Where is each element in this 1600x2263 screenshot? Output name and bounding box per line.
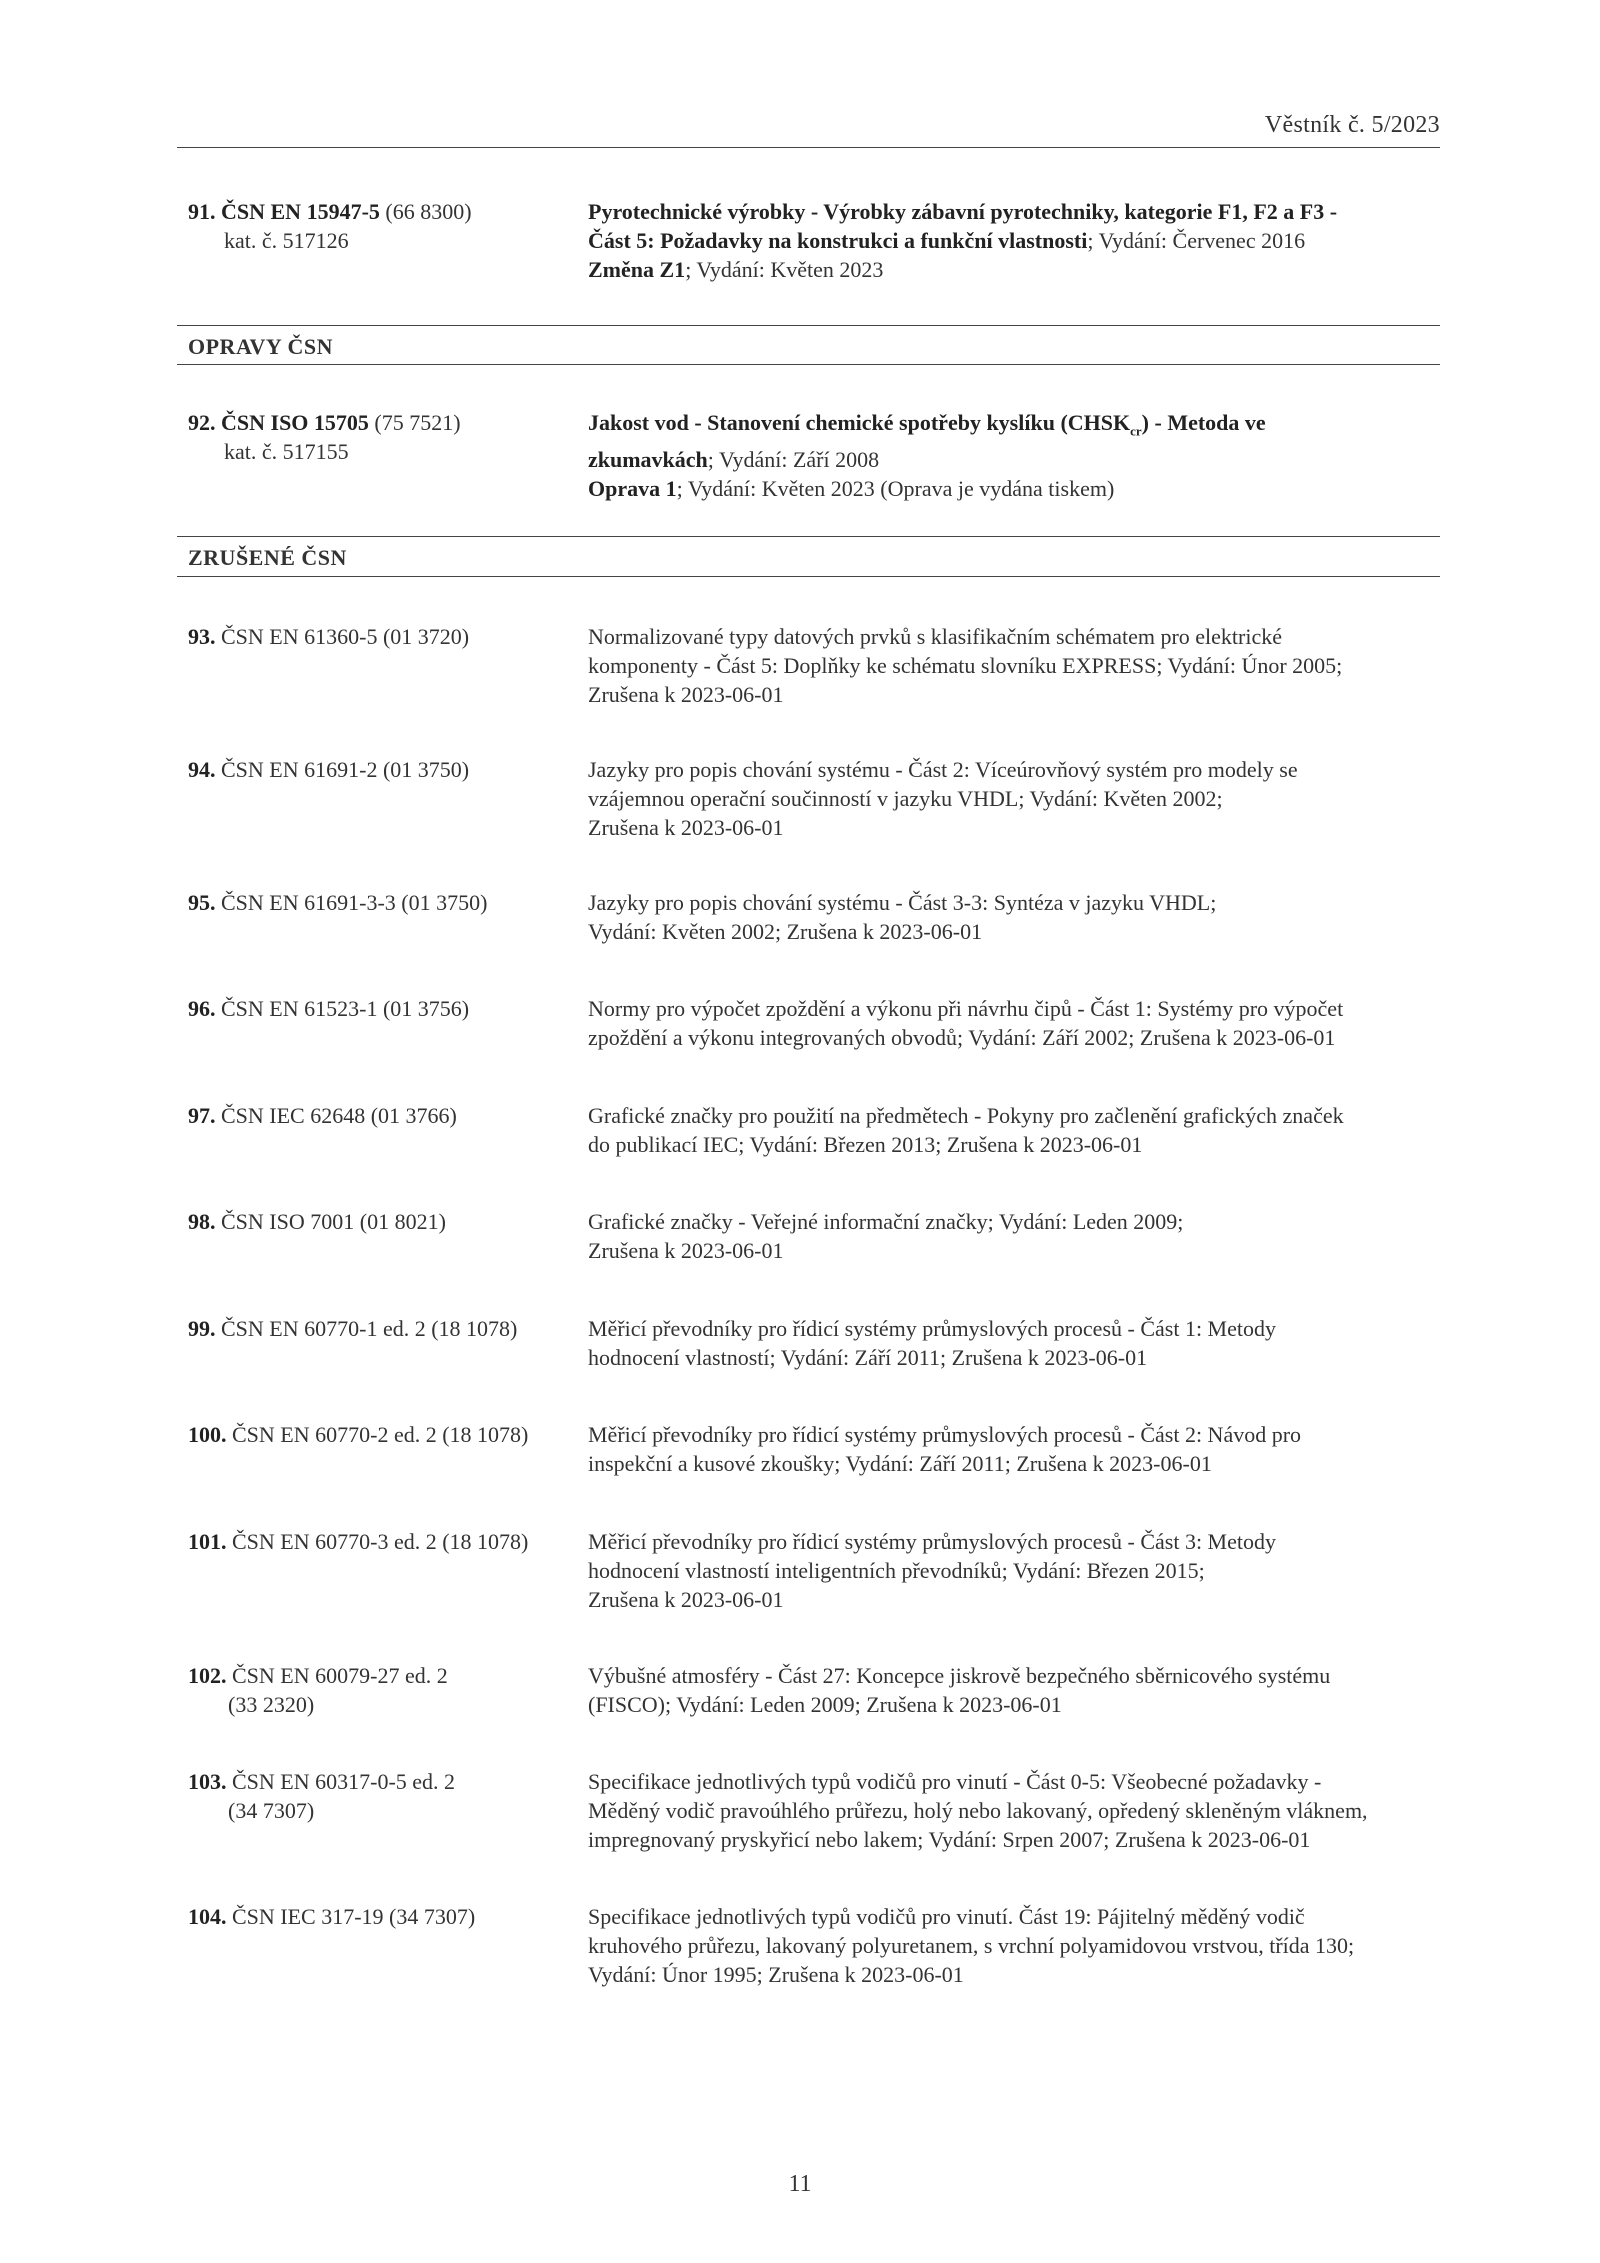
entry-code: ČSN IEC 62648 (01 3766) — [221, 1103, 457, 1128]
entry-description — [588, 197, 1440, 284]
entry-designation — [188, 994, 578, 1023]
entry-description — [588, 1420, 1440, 1478]
entry-title-cont: zkumavkách — [588, 447, 708, 473]
entry-line: hodnocení vlastností; Vydání: Září 2011; Zrušena k 2023-06-01 — [588, 1345, 1148, 1370]
entry-code: ČSN EN 60317-0-5 ed. 2 — [232, 1769, 456, 1794]
entry-line: komponenty - Část 5: Doplňky ke schématu slovníku EXPRESS; Vydání: Únor 2005; — [588, 653, 1343, 678]
entry-line: kruhového průřezu, lakovaný polyuretanem, s vrchní polyamidovou vrstvou, třída 130; — [588, 1933, 1355, 1958]
entry-line: Specifikace jednotlivých typů vodičů pro vinutí. Část 19: Pájitelný měděný vodič — [588, 1904, 1305, 1929]
entry-line: Specifikace jednotlivých typů vodičů pro vinutí - Část 0-5: Všeobecné požadavky - — [588, 1769, 1322, 1794]
entry-designation — [188, 1902, 578, 1931]
entry-description — [588, 755, 1440, 842]
entry-line: do publikací IEC; Vydání: Březen 2013; Zrušena k 2023-06-01 — [588, 1132, 1143, 1157]
entry-number: 99. — [188, 1316, 216, 1341]
entry-correction: Oprava 1 — [588, 476, 677, 502]
entry-line: vzájemnou operační součinností v jazyku VHDL; Vydání: Květen 2002; — [588, 786, 1223, 811]
entry-designation — [188, 1314, 578, 1343]
entry-number: 101. — [188, 1529, 227, 1554]
entry-code: ČSN EN 15947-5 — [221, 199, 380, 224]
entry-line: Zrušena k 2023-06-01 — [588, 815, 784, 840]
entry-designation — [188, 622, 578, 651]
entry-designation — [188, 1767, 578, 1825]
entry-designation — [188, 1420, 578, 1449]
entry-designation — [188, 1661, 578, 1719]
entry-catalog: kat. č. 517155 — [224, 439, 349, 464]
section-title-zrusene: ZRUŠENÉ ČSN — [188, 545, 347, 570]
entry-designation — [188, 755, 578, 784]
entry-line: zpoždění a výkonu integrovaných obvodů; Vydání: Září 2002; Zrušena k 2023-06-01 — [588, 1025, 1336, 1050]
entry-line: impregnovaný pryskyřicí nebo lakem; Vydání: Srpen 2007; Zrušena k 2023-06-01 — [588, 1827, 1311, 1852]
entry-line: Zrušena k 2023-06-01 — [588, 1587, 784, 1612]
entry-title: Pyrotechnické výrobky - Výrobky zábavní pyrotechniky, kategorie F1, F2 a F3 - — [588, 199, 1338, 224]
entry-number: 93. — [188, 624, 216, 649]
entry-title: Jakost vod - Stanovení chemické spotřeby kyslíku (CHSK — [588, 410, 1131, 435]
entry-line: Jazyky pro popis chování systému - Část 3-3: Syntéza v jazyku VHDL; — [588, 890, 1217, 915]
entry-number: 91. — [188, 199, 216, 224]
entry-description — [588, 994, 1440, 1052]
entry-edition: ; Vydání: Září 2008 — [707, 447, 880, 473]
entry-description — [588, 1314, 1440, 1372]
entry-designation — [188, 1527, 578, 1556]
entry-line: inspekční a kusové zkoušky; Vydání: Září 2011; Zrušena k 2023-06-01 — [588, 1451, 1212, 1476]
entry-code: ČSN EN 61691-2 (01 3750) — [221, 757, 470, 782]
entry-designation — [188, 1207, 578, 1236]
entry-edition: ; Vydání: Červenec 2016 — [1087, 228, 1306, 253]
entry-number: 100. — [188, 1422, 227, 1447]
entry-number: 97. — [188, 1103, 216, 1128]
entry-amendment: Změna Z1 — [588, 257, 686, 282]
entry-designation — [188, 197, 578, 255]
entry-code: ČSN ISO 15705 — [221, 410, 369, 435]
section-rule-bottom — [177, 364, 1440, 365]
entry-description — [588, 888, 1440, 946]
section-rule-bottom — [177, 576, 1440, 577]
entry-description — [588, 1527, 1440, 1614]
entry-designation — [188, 1101, 578, 1130]
entry-code: ČSN EN 61691-3-3 (01 3750) — [221, 890, 488, 915]
section-rule-top — [177, 325, 1440, 326]
entry-line: Měřicí převodníky pro řídicí systémy průmyslových procesů - Část 3: Metody — [588, 1529, 1276, 1554]
entry-number: 98. — [188, 1209, 216, 1234]
entry-line: Zrušena k 2023-06-01 — [588, 682, 784, 707]
page-header: Věstník č. 5/2023 — [1264, 112, 1440, 138]
entry-line: (FISCO); Vydání: Leden 2009; Zrušena k 2023-06-01 — [588, 1692, 1062, 1717]
entry-code: ČSN ISO 7001 (01 8021) — [221, 1209, 446, 1234]
entry-correction-date: ; Vydání: Květen 2023 (Oprava je vydána tiskem) — [676, 476, 1115, 502]
entry-code: ČSN EN 60079-27 ed. 2 — [232, 1663, 448, 1688]
entry-class: (33 2320) — [228, 1692, 315, 1717]
entry-title-cont: Část 5: Požadavky na konstrukci a funkční vlastnosti — [588, 228, 1088, 253]
entry-designation — [188, 888, 578, 917]
entry-line: hodnocení vlastností inteligentních převodníků; Vydání: Březen 2015; — [588, 1558, 1205, 1583]
entry-line: Normy pro výpočet zpoždění a výkonu při návrhu čipů - Část 1: Systémy pro výpočet — [588, 996, 1344, 1021]
entry-code: ČSN EN 60770-2 ed. 2 (18 1078) — [232, 1422, 529, 1447]
entry-number: 92. — [188, 410, 216, 435]
page-number: 11 — [788, 2171, 812, 2197]
entry-line: Výbušné atmosféry - Část 27: Koncepce jiskrově bezpečného sběrnicového systému — [588, 1663, 1331, 1688]
entry-description — [588, 1661, 1440, 1719]
entry-code: ČSN EN 61523-1 (01 3756) — [221, 996, 470, 1021]
entry-title-end: ) - Metoda ve — [1141, 410, 1266, 435]
entry-code: ČSN EN 60770-3 ed. 2 (18 1078) — [232, 1529, 529, 1554]
entry-description — [588, 622, 1440, 709]
entry-code: ČSN EN 61360-5 (01 3720) — [221, 624, 470, 649]
entry-line: Jazyky pro popis chování systému - Část 2: Víceúrovňový systém pro modely se — [588, 757, 1298, 782]
entry-code: ČSN EN 60770-1 ed. 2 (18 1078) — [221, 1316, 518, 1341]
entry-line: Vydání: Únor 1995; Zrušena k 2023-06-01 — [588, 1962, 964, 1987]
entry-number: 95. — [188, 890, 216, 915]
entry-number: 94. — [188, 757, 216, 782]
entry-class: (34 7307) — [228, 1798, 315, 1823]
entry-class: (75 7521) — [374, 410, 461, 435]
section-title-opravy: OPRAVY ČSN — [188, 334, 333, 359]
entry-line: Grafické značky pro použití na předmětech - Pokyny pro začlenění grafických značek — [588, 1103, 1344, 1128]
section-rule-top — [177, 536, 1440, 537]
entry-designation — [188, 408, 578, 466]
entry-number: 102. — [188, 1663, 227, 1688]
entry-number: 103. — [188, 1769, 227, 1794]
entry-code: ČSN IEC 317-19 (34 7307) — [232, 1904, 476, 1929]
entry-line: Měřicí převodníky pro řídicí systémy průmyslových procesů - Část 2: Návod pro — [588, 1422, 1302, 1447]
entry-description — [588, 1902, 1440, 1989]
entry-amendment-date: ; Vydání: Květen 2023 — [685, 257, 884, 282]
entry-catalog: kat. č. 517126 — [224, 228, 349, 253]
entry-number: 104. — [188, 1904, 227, 1929]
entry-line: Měřicí převodníky pro řídicí systémy průmyslových procesů - Část 1: Metody — [588, 1316, 1276, 1341]
entry-line: Normalizované typy datových prvků s klasifikačním schématem pro elektrické — [588, 624, 1282, 649]
entry-line: Grafické značky - Veřejné informační značky; Vydání: Leden 2009; — [588, 1209, 1184, 1234]
entry-line: Vydání: Květen 2002; Zrušena k 2023-06-01 — [588, 919, 983, 944]
entry-description — [588, 1101, 1440, 1159]
entry-line: Zrušena k 2023-06-01 — [588, 1238, 784, 1263]
entry-title-subscript: cr — [1130, 423, 1142, 439]
header-rule — [177, 147, 1440, 148]
entry-description — [588, 1207, 1440, 1265]
entry-description — [588, 1767, 1440, 1854]
entry-description — [588, 408, 1440, 503]
entry-class: (66 8300) — [385, 199, 472, 224]
entry-number: 96. — [188, 996, 216, 1021]
entry-line: Měděný vodič pravoúhlého průřezu, holý nebo lakovaný, opředený skleněným vláknem, — [588, 1798, 1368, 1823]
